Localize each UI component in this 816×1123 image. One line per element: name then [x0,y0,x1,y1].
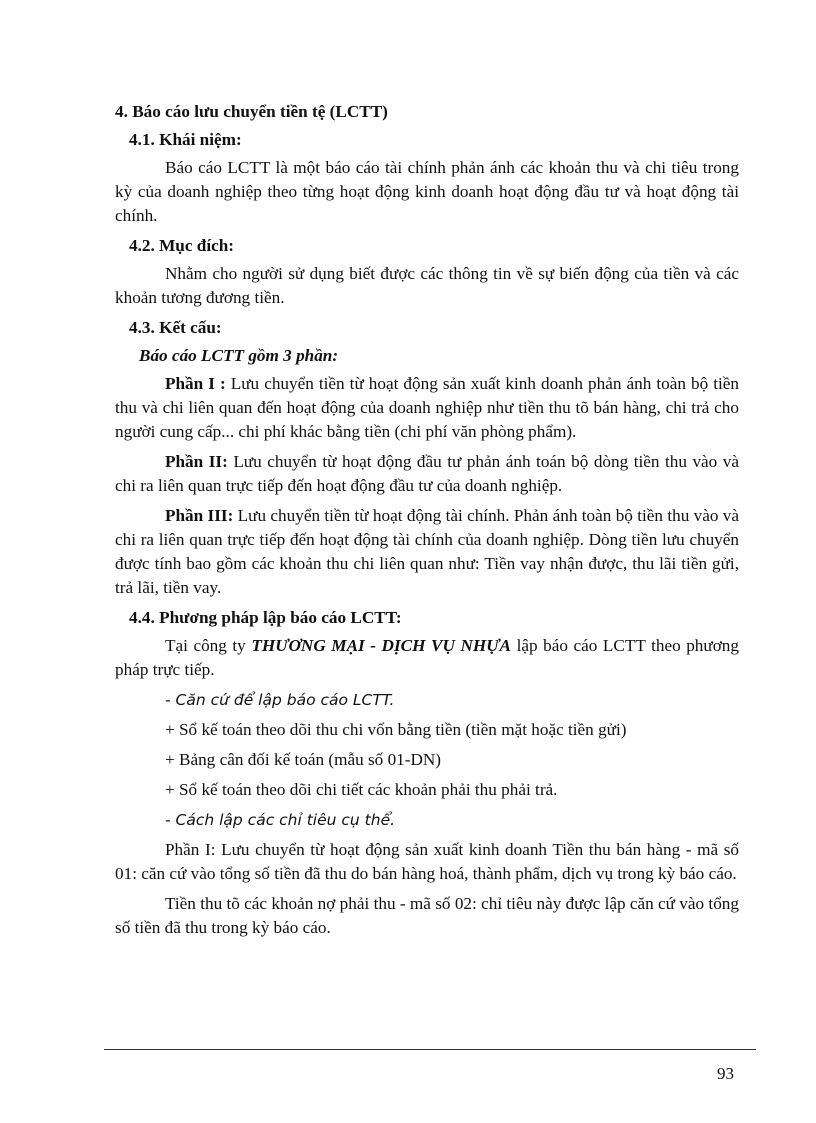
section-4-3-heading: 4.3. Kết cấu: [129,318,222,337]
section-4-3-subheading: Báo cáo LCTT gồm 3 phần: [139,346,339,365]
part-3-label: Phần III: [165,506,234,525]
page-number: 93 [717,1064,734,1083]
method-paragraph-1: Phần I: Lưu chuyển từ hoạt động sản xuất kinh doanh Tiền thu bán hàng - mã số 01: căn cứ vào tổng số tiền đã thu do bán hàng hoá, thành phẩm, dịch vụ trong kỳ báo cáo. [115,840,739,883]
part-1-paragraph [115,372,739,444]
basis-item: + Bảng cân đối kế toán (mẫu số 01-DN) [165,750,442,769]
basis-heading: - Căn cứ để lập báo cáo LCTT. [165,691,395,709]
part-3-paragraph [115,504,739,600]
section-4-4-heading: 4.4. Phương pháp lập báo cáo LCTT: [129,608,402,627]
part-1-label: Phần I : [165,374,226,393]
part-2-text: Lưu chuyển từ hoạt động đầu tư phản ánh toán bộ dòng tiền thu vào và chi ra liên quan trực tiếp đến hoạt động đầu tư của doanh nghiệp. [115,452,739,495]
part-1-text: Lưu chuyển tiền từ hoạt động sản xuất kinh doanh phản ánh toàn bộ tiền thu và chi liên quan đến hoạt động của doanh nghiệp như tiền thu tõ bán hàng, chi trả cho người cung cấp... chi phí khác bằng tiền (chi phí văn phòng phẩm). [115,374,739,441]
method-paragraph-2: Tiền thu tõ các khoản nợ phải thu - mã số 02: chỉ tiêu này được lập căn cứ vào tổng số tiền đã thu trong kỳ báo cáo. [115,894,739,937]
section-4-2-paragraph: Nhằm cho người sử dụng biết được các thông tin về sự biến động của tiền và các khoản tương đương tiền. [115,264,739,307]
section-4-1-paragraph: Báo cáo LCTT là một báo cáo tài chính phản ánh các khoản thu và chi tiêu trong kỳ của doanh nghiệp theo từng hoạt động kinh doanh hoạt động đầu tư và hoạt động tài chính. [115,158,739,225]
basis-item: + Sổ kế toán theo dõi thu chi vốn bằng tiền (tiền mặt hoặc tiền gửi) [165,720,627,739]
section-4-2-heading: 4.2. Mục đích: [129,236,235,255]
part-2-paragraph [115,450,739,498]
section-4-4-intro [115,634,739,682]
part-2-label: Phần II: [165,452,228,471]
method-heading: - Cách lập các chỉ tiêu cụ thể. [165,811,396,829]
section-4-1-heading: 4.1. Khái niệm: [129,130,242,149]
basis-item: + Sổ kế toán theo dõi chi tiết các khoản phải thu phải trả. [165,780,558,799]
part-3-text: Lưu chuyển tiền từ hoạt động tài chính. Phản ánh toàn bộ tiền thu vào và chi ra liên quan trực tiếp đến hoạt động tài chính của doanh nghiệp. Dòng tiền lưu chuyển được tính bao gồm các khoản thu chi liên quan như: Tiền vay nhận được, thu lãi tiền gửi, trả lãi, tiền vay. [115,506,740,597]
company-name: THƯƠNG MẠI - DỊCH VỤ NHỰA [251,636,512,655]
footer-divider [104,1049,756,1050]
document-body [115,100,739,946]
intro-text-b: lập báo cáo LCTT theo phương pháp trực tiếp. [115,636,739,679]
intro-text-a: Tại công ty [165,636,252,655]
section-4-heading: 4. Báo cáo lưu chuyển tiền tệ (LCTT) [115,102,388,121]
